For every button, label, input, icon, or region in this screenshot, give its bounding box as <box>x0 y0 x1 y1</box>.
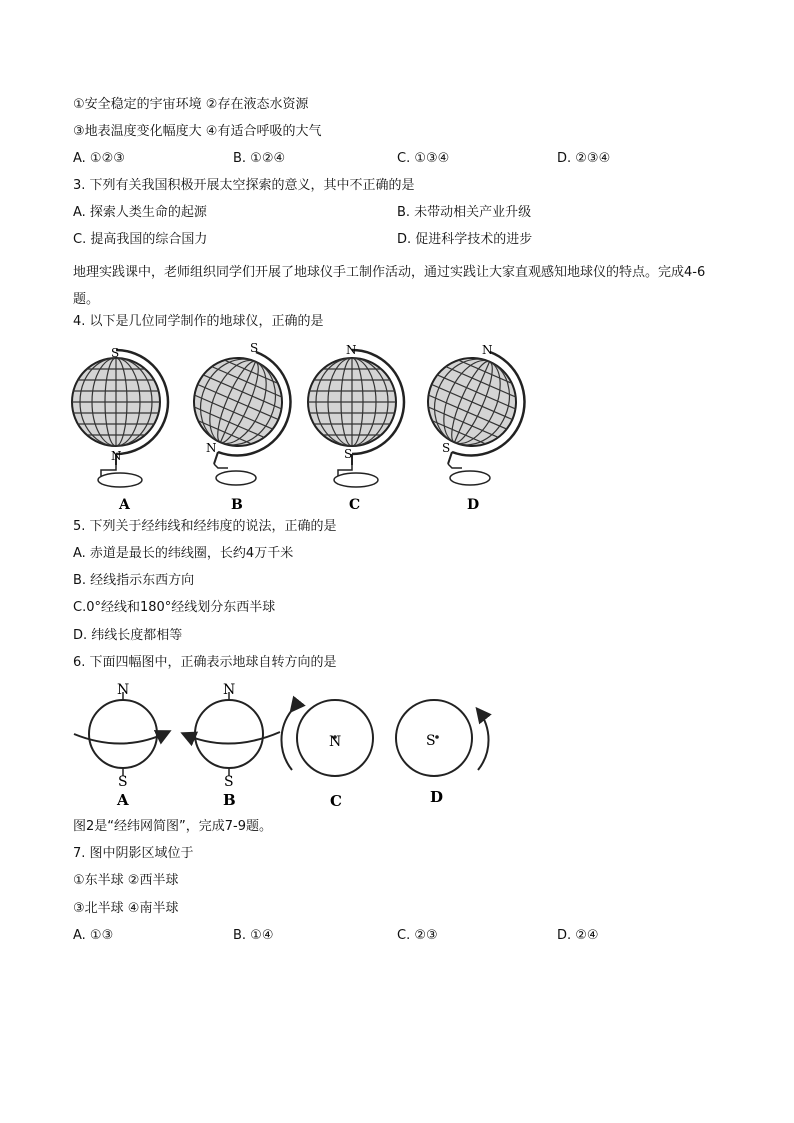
globe-b-label: B <box>231 497 243 513</box>
q7-option-d[interactable]: D. ②④ <box>557 928 599 943</box>
globe-d-top-pole: N <box>482 343 493 357</box>
globe-c-top-pole: N <box>346 343 357 357</box>
globe-a-label: A <box>119 497 130 513</box>
question-5-stem: 5. 下列关于经纬线和经纬度的说法，正确的是 <box>73 519 337 534</box>
globe-figures <box>68 340 528 515</box>
globe-b-bottom-pole: N <box>206 441 217 455</box>
question-6-stem: 6. 下面四幅图中，正确表示地球自转方向的是 <box>73 655 337 670</box>
intro-7-9: 图2是“经纬网简图”，完成7-9题。 <box>73 819 272 834</box>
option-b[interactable]: B. ①②④ <box>233 151 286 166</box>
intro-4-6: 地理实践课中，老师组织同学们开展了地球仪手工制作活动，通过实践让大家直观感知地球仪的特点。完成4-6题。 <box>73 265 706 307</box>
globe-b-top-pole: S <box>250 341 259 355</box>
fig-b-top: N <box>223 682 236 698</box>
globe-a-bottom-pole: N <box>111 449 122 463</box>
question-4-stem: 4. 以下是几位同学制作的地球仪，正确的是 <box>73 314 324 329</box>
q3-option-c[interactable]: C. 提高我国的综合国力 <box>73 232 208 247</box>
fig-b-label: B <box>223 791 236 809</box>
q7-option-b[interactable]: B. ①④ <box>233 928 274 943</box>
q5-option-c[interactable]: C.0°经线和180°经线划分东西半球 <box>73 600 276 615</box>
q3-option-a[interactable]: A. 探索人类生命的起源 <box>73 205 207 220</box>
statement-line-1: ①安全稳定的宇宙环境 ②存在液态水资源 <box>73 97 309 112</box>
option-d[interactable]: D. ②③④ <box>557 151 611 166</box>
q7-option-a[interactable]: A. ①③ <box>73 928 114 943</box>
globe-d-label: D <box>467 497 480 513</box>
q5-option-d[interactable]: D. 纬线长度都相等 <box>73 628 183 643</box>
q3-option-d[interactable]: D. 促进科学技术的进步 <box>397 232 533 247</box>
q7-statement-line-1: ①东半球 ②西半球 <box>73 873 179 888</box>
fig-a-top: N <box>117 682 130 698</box>
rotation-fig-d[interactable] <box>396 700 489 806</box>
globe-b[interactable] <box>172 340 304 513</box>
fig-d-center: S <box>426 733 436 749</box>
fig-d-label: D <box>430 788 444 806</box>
option-c[interactable]: C. ①③④ <box>397 151 450 166</box>
question-3-stem: 3. 下列有关我国积极开展太空探索的意义，其中不正确的是 <box>73 178 415 193</box>
globe-c[interactable] <box>302 343 404 513</box>
q5-option-b[interactable]: B. 经线指示东西方向 <box>73 573 195 588</box>
rotation-fig-b[interactable] <box>184 682 280 809</box>
statement-line-2: ③地表温度变化幅度大 ④有适合呼吸的大气 <box>73 124 322 139</box>
fig-b-bottom: S <box>224 774 234 790</box>
rotation-figures <box>68 680 498 810</box>
q7-statement-line-2: ③北半球 ④南半球 <box>73 901 179 916</box>
fig-c-center: N <box>329 734 342 750</box>
rotation-fig-c[interactable] <box>281 700 373 810</box>
globe-c-bottom-pole: S <box>344 447 353 461</box>
option-a[interactable]: A. ①②③ <box>73 151 125 166</box>
globe-c-label: C <box>349 497 361 513</box>
fig-a-label: A <box>117 791 129 809</box>
globe-a-top-pole: S <box>111 346 120 360</box>
globe-d-bottom-pole: S <box>442 441 451 455</box>
q7-option-c[interactable]: C. ②③ <box>397 928 438 943</box>
question-7-stem: 7. 图中阴影区域位于 <box>73 846 194 861</box>
rotation-fig-a[interactable] <box>74 682 168 809</box>
q3-option-b[interactable]: B. 未带动相关产业升级 <box>397 205 532 220</box>
globe-d[interactable] <box>406 340 528 513</box>
fig-c-label: C <box>330 792 342 810</box>
globe-a[interactable] <box>68 346 168 513</box>
fig-a-bottom: S <box>118 774 128 790</box>
q5-option-a[interactable]: A. 赤道是最长的纬线圈，长约4万千米 <box>73 546 294 561</box>
